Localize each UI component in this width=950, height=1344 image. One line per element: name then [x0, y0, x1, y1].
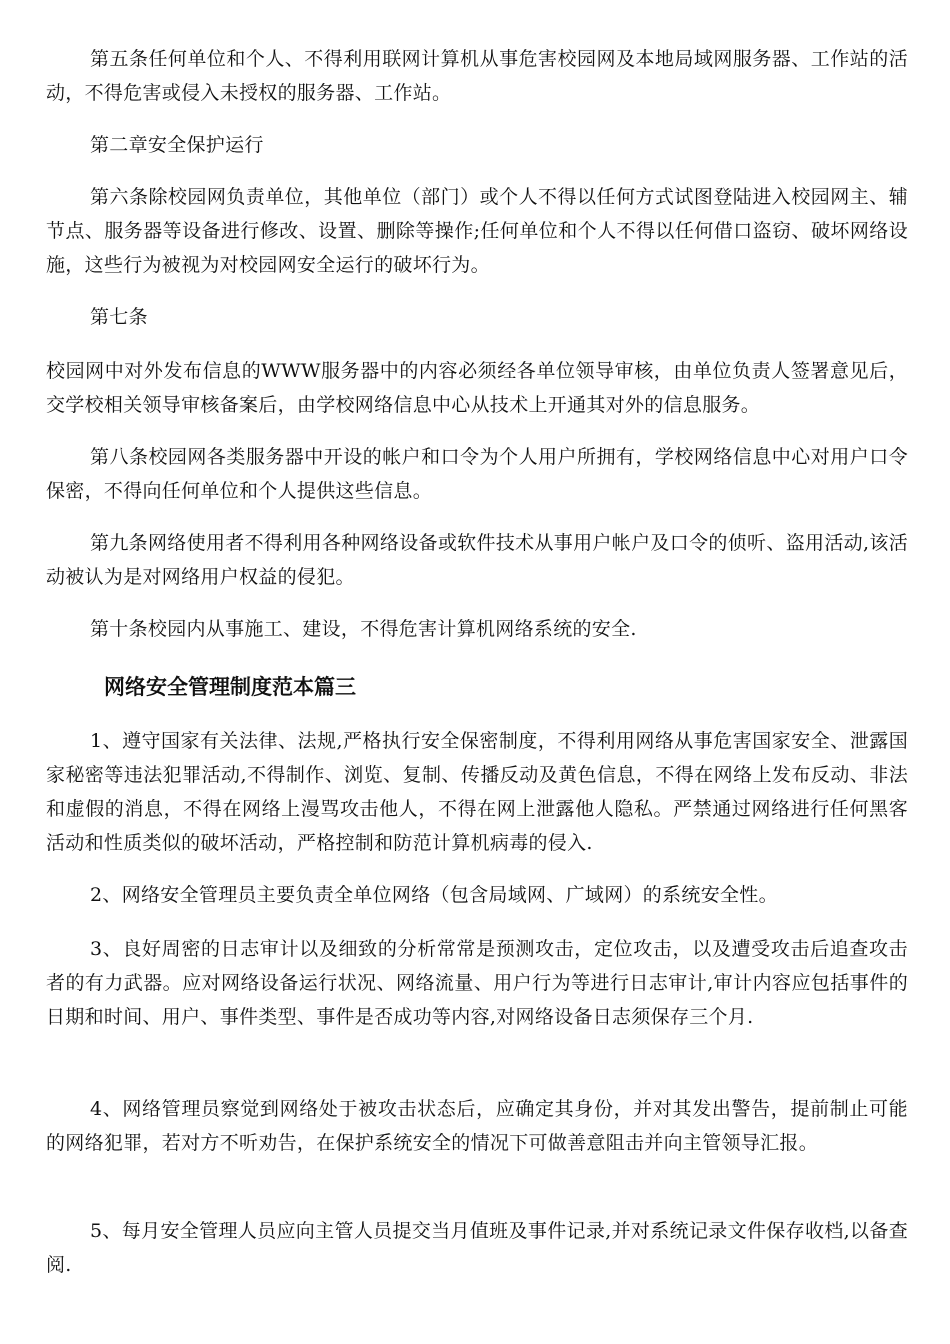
item-3-paragraph: 3、良好周密的日志审计以及细致的分析常常是预测攻击，定位攻击，以及遭受攻击后追查攻击者的有力武器。应对网络设备运行状况、网络流量、用户行为等进行日志审计,审计内容应包括事件的日期和时间、用户、事件类型、事件是否成功等内容,对网络设备日志须保存三个月.: [46, 938, 908, 1028]
article-7-body: 校园网中对外发布信息的WWW服务器中的内容必须经各单位领导审核，由单位负责人签署意见后，交学校相关领导审核备案后，由学校网络信息中心从技术上开通其对外的信息服务。: [46, 360, 908, 416]
article-8-paragraph: 第八条校园网各类服务器中开设的帐户和口令为个人用户所拥有，学校网络信息中心对用户口令保密，不得向任何单位和个人提供这些信息。: [46, 446, 908, 502]
article-5-paragraph: 第五条任何单位和个人、不得利用联网计算机从事危害校园网及本地局域网服务器、工作站的活动，不得危害或侵入未授权的服务器、工作站。: [46, 48, 908, 104]
item-5-paragraph: 5、每月安全管理人员应向主管人员提交当月值班及事件记录,并对系统记录文件保存收档,以备查阅.: [46, 1220, 908, 1276]
article-6-paragraph: 第六条除校园网负责单位，其他单位（部门）或个人不得以任何方式试图登陆进入校园网主、辅节点、服务器等设备进行修改、设置、删除等操作;任何单位和个人不得以任何借口盗窃、破坏网络设施，这些行为被视为对校园网安全运行的破坏行为。: [46, 186, 908, 276]
section-three-heading: 网络安全管理制度范本篇三: [104, 675, 356, 699]
item-2-paragraph: 2、网络安全管理员主要负责全单位网络（包含局域网、广域网）的系统安全性。: [90, 884, 778, 906]
article-7-title: 第七条: [90, 306, 148, 328]
article-9-paragraph: 第九条网络使用者不得利用各种网络设备或软件技术从事用户帐户及口令的侦听、盗用活动,该活动被认为是对网络用户权益的侵犯。: [46, 532, 908, 588]
item-4-paragraph: 4、网络管理员察觉到网络处于被攻击状态后，应确定其身份，并对其发出警告，提前制止可能的网络犯罪，若对方不听劝告，在保护系统安全的情况下可做善意阻击并向主管领导汇报。: [46, 1098, 908, 1154]
chapter-2-title: 第二章安全保护运行: [90, 134, 264, 156]
article-10-paragraph: 第十条校园内从事施工、建设，不得危害计算机网络系统的安全.: [90, 618, 637, 640]
item-1-paragraph: 1、遵守国家有关法律、法规,严格执行安全保密制度，不得利用网络从事危害国家安全、泄露国家秘密等违法犯罪活动,不得制作、浏览、复制、传播反动及黄色信息，不得在网络上发布反动、非法和虚假的消息，不得在网络上漫骂攻击他人，不得在网上泄露他人隐私。严禁通过网络进行任何黑客活动和性质类似的破坏活动，严格控制和防范计算机病毒的侵入.: [46, 730, 908, 854]
